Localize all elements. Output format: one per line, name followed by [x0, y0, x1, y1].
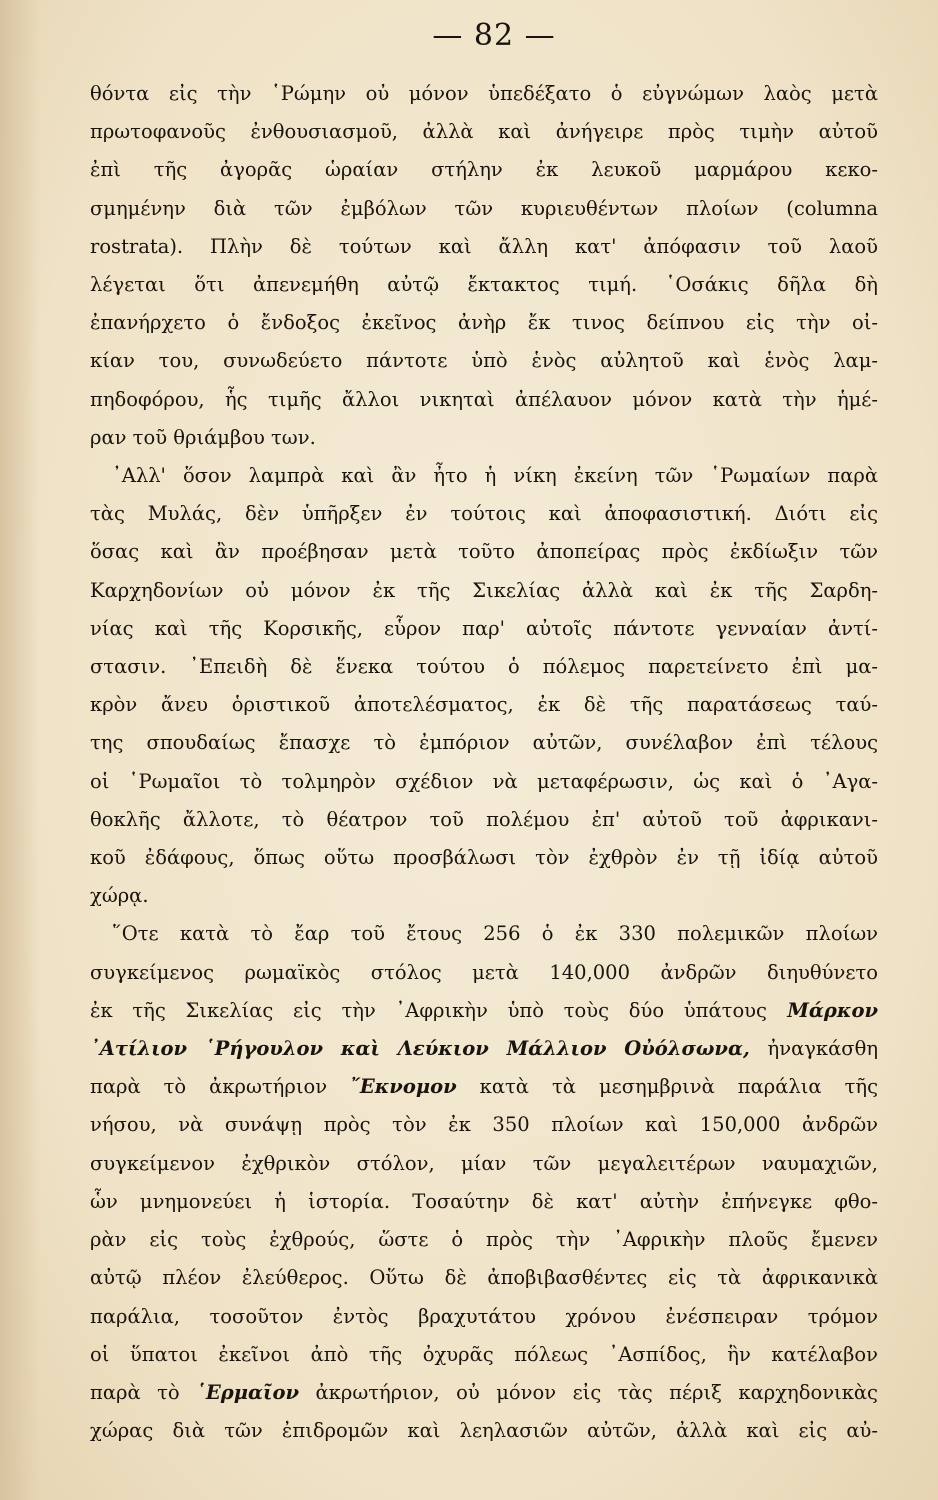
line-text: κατὰ τὰ μεσημβρινὰ παράλια τῆς	[456, 1075, 878, 1099]
text-line	[90, 419, 878, 457]
line-text: ὅσας καὶ ἂν προέβησαν μετὰ τοῦτο ἀποπείρας πρὸς ἐκδίωξιν τῶν	[90, 540, 878, 564]
text-line	[90, 266, 878, 304]
text-line	[90, 877, 878, 915]
line-text: Καρχηδονίων οὐ μόνον ἐκ τῆς Σικελίας ἀλλὰ καὶ ἐκ τῆς Σαρδη-	[90, 578, 878, 602]
line-text: παρὰ τὸ ἀκρωτήριον	[90, 1075, 351, 1099]
page-number: — 82 —	[432, 18, 556, 53]
text-line	[90, 915, 878, 953]
text-line	[90, 610, 878, 648]
text-line	[90, 1374, 878, 1412]
text-line	[90, 1106, 878, 1144]
text-line	[90, 228, 878, 266]
text-body	[90, 75, 878, 1450]
text-line	[90, 1412, 878, 1450]
line-text: ἐκ τῆς Σικελίας εἰς τὴν ᾿Αφρικὴν ὑπὸ τοὺς δύο ὑπάτους	[90, 998, 767, 1022]
line-text: νίας καὶ τῆς Κορσικῆς, εὗρον παρ' αὐτοῖς πάντοτε γενναίαν ἀντί-	[90, 616, 878, 640]
text-line	[90, 1068, 878, 1106]
line-text: στασιν. ᾿Επειδὴ δὲ ἕνεκα τούτου ὁ πόλεμος παρετείνετο ἐπὶ μα-	[90, 655, 878, 679]
text-line	[90, 763, 878, 801]
text-line	[90, 572, 878, 610]
text-line	[90, 381, 878, 419]
line-text: χώρᾳ.	[90, 884, 149, 908]
text-line	[90, 686, 878, 724]
text-line	[90, 724, 878, 762]
text-line	[90, 839, 878, 877]
text-line	[90, 495, 878, 533]
line-text: χώρας διὰ τῶν ἐπιδρομῶν καὶ λεηλασιῶν αὐτῶν, ἀλλὰ καὶ εἰς αὐ-	[90, 1419, 878, 1443]
line-text: της σπουδαίως ἔπασχε τὸ ἐμπόριον αὐτῶν, συνέλαβον ἐπὶ τέλους	[90, 731, 878, 755]
line-text: τὰς Μυλάς, δὲν ὑπῆρξεν ἐν τούτοις καὶ ἀποφασιστική. Διότι εἰς	[90, 502, 878, 526]
text-line	[90, 1259, 878, 1297]
italic-place-name: ῾Ερμαῖον	[196, 1380, 299, 1404]
italic-name: Μάρκον	[766, 998, 878, 1022]
italic-names: ᾿Ατίλιον ῾Ρήγουλον καὶ Λεύκιον Μάλλιον Οὐόλσωνα,	[90, 1037, 768, 1061]
line-text: κοῦ ἐδάφους, ὅπως οὕτω προσβάλωσι τὸν ἐχθρὸν ἐν τῇ ἰδίᾳ αὐτοῦ	[90, 846, 878, 870]
text-line	[90, 1336, 878, 1374]
line-text: πηδοφόρου, ἧς τιμῆς ἄλλοι νικηταὶ ἀπέλαυον μόνον κατὰ τὴν ἡμέ-	[90, 387, 878, 411]
text-line	[90, 1298, 878, 1336]
line-text: ᾿Αλλ' ὅσον λαμπρὰ καὶ ἂν ἦτο ἡ νίκη ἐκείνη τῶν ῾Ρωμαίων παρὰ	[112, 464, 878, 488]
line-text: νήσου, νὰ συνάψῃ πρὸς τὸν ἐκ 350 πλοίων καὶ 150,000 ἀνδρῶν	[90, 1113, 878, 1137]
line-text: πρωτοφανοῦς ἐνθουσιασμοῦ, ἀλλὰ καὶ ἀνήγειρε πρὸς τιμὴν αὐτοῦ	[90, 120, 878, 144]
line-text: ἀκρωτήριον, οὐ μόνον εἰς τὰς πέριξ καρχηδονικὰς	[299, 1380, 878, 1404]
text-line	[90, 1030, 878, 1068]
italic-place-name: ῎Εκνομον	[350, 1075, 457, 1099]
line-text: θόντα εἰς τὴν ῾Ρώμην οὐ μόνον ὑπεδέξατο ὁ εὐγνώμων λαὸς μετὰ	[90, 82, 878, 105]
line-text: αὐτῷ πλέον ἐλεύθερος. Οὕτω δὲ ἀποβιβασθέντες εἰς τὰ ἀφρικανικὰ	[90, 1266, 878, 1290]
text-line	[90, 801, 878, 839]
line-text: οἱ ῾Ρωμαῖοι τὸ τολμηρὸν σχέδιον νὰ μεταφέρωσιν, ὡς καὶ ὁ ᾿Αγα-	[90, 769, 878, 793]
line-text: ὧν μνημονεύει ἡ ἱστορία. Τοσαύτην δὲ κατ' αὐτὴν ἐπήνεγκε φθο-	[90, 1189, 878, 1213]
line-text: συγκείμενον ἐχθρικὸν στόλον, μίαν τῶν μεγαλειτέρων ναυμαχιῶν,	[90, 1151, 878, 1175]
line-text: ρὰν εἰς τοὺς ἐχθρούς, ὥστε ὁ πρὸς τὴν ᾿Αφρικὴν πλοῦς ἔμενεν	[90, 1228, 878, 1252]
line-text: κίαν του, συνωδεύετο πάντοτε ὑπὸ ἑνὸς αὐλητοῦ καὶ ἑνὸς λαμ-	[90, 349, 878, 373]
line-text: ραν τοῦ θριάμβου των.	[90, 425, 316, 449]
line-text: ἐπανήρχετο ὁ ἔνδοξος ἐκεῖνος ἀνὴρ ἔκ τινος δείπνου εἰς τὴν οἰ-	[90, 311, 878, 335]
text-line	[90, 533, 878, 571]
text-line	[90, 954, 878, 992]
line-text: ἐπὶ τῆς ἀγορᾶς ὡραίαν στήλην ἐκ λευκοῦ μαρμάρου κεκο-	[90, 158, 878, 182]
line-text: θοκλῆς ἄλλοτε, τὸ θέατρον τοῦ πολέμου ἐπ' αὐτοῦ τοῦ ἀφρικανι-	[90, 807, 878, 831]
line-text: συγκείμενος ρωμαϊκὸς στόλος μετὰ 140,000 ἀνδρῶν διηυθύνετο	[90, 960, 878, 984]
line-text: παράλια, τοσοῦτον ἐντὸς βραχυτάτου χρόνου ἐνέσπειραν τρόμον	[90, 1304, 878, 1328]
text-line	[90, 190, 878, 228]
line-text: οἱ ὕπατοι ἐκεῖνοι ἀπὸ τῆς ὀχυρᾶς πόλεως ᾿Ασπίδος, ἣν κατέλαβον	[90, 1342, 878, 1366]
page-edge-shadow	[0, 0, 40, 1500]
line-text: λέγεται ὅτι ἀπενεμήθη αὐτῷ ἔκτακτος τιμή. ῾Οσάκις δῆλα δὴ	[90, 273, 878, 297]
line-text: ῞Οτε κατὰ τὸ ἔαρ τοῦ ἔτους 256 ὁ ἐκ 330 πολεμικῶν πλοίων	[112, 922, 878, 946]
text-line	[90, 1183, 878, 1221]
text-line	[90, 1145, 878, 1183]
text-line	[90, 75, 878, 113]
line-text: ἠναγκάσθη	[767, 1037, 878, 1061]
text-line	[90, 648, 878, 686]
line-text: rostrata). Πλὴν δὲ τούτων καὶ ἄλλη κατ' ἀπόφασιν τοῦ λαοῦ	[90, 234, 878, 258]
text-line	[90, 342, 878, 380]
text-line	[90, 992, 878, 1030]
text-line	[90, 457, 878, 495]
text-line	[90, 113, 878, 151]
line-text: σμημένην διὰ τῶν ἐμβόλων τῶν κυριευθέντων πλοίων (columna	[90, 196, 878, 220]
text-line	[90, 1221, 878, 1259]
line-text: κρὸν ἄνευ ὁριστικοῦ ἀποτελέσματος, ἐκ δὲ τῆς παρατάσεως ταύ-	[90, 693, 878, 717]
line-text: παρὰ τὸ	[90, 1380, 197, 1404]
text-line	[90, 304, 878, 342]
text-line	[90, 151, 878, 189]
